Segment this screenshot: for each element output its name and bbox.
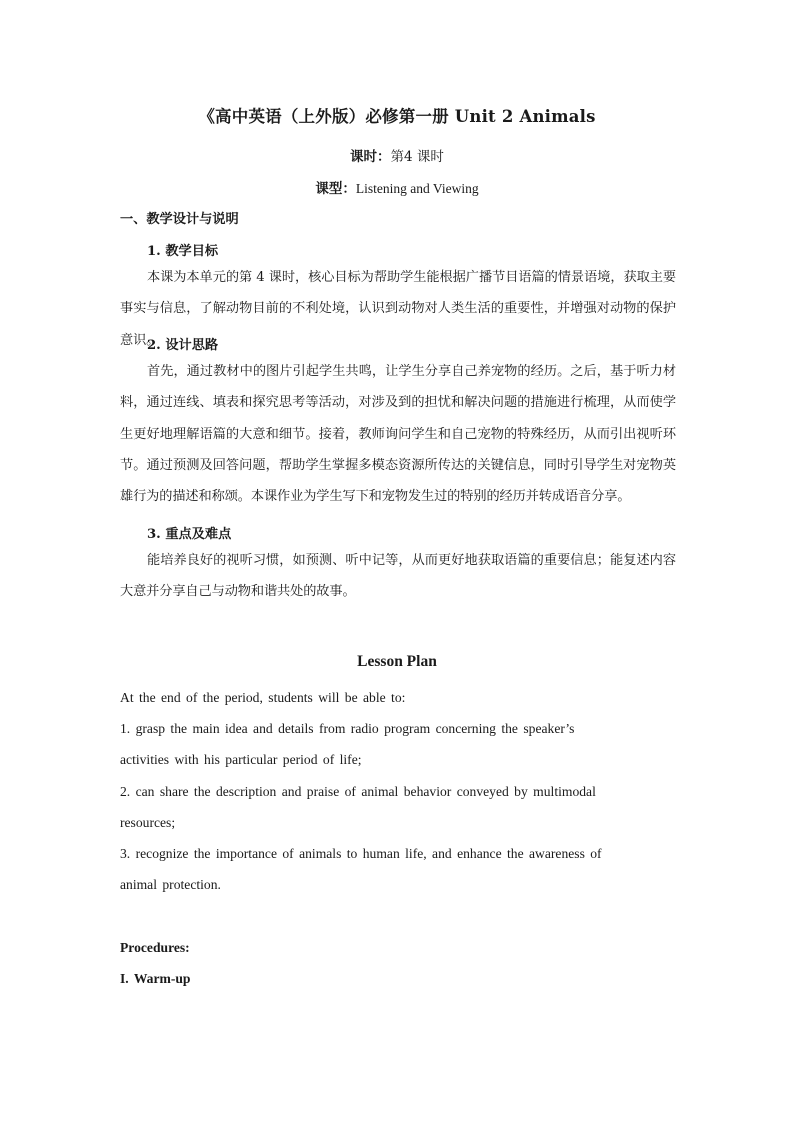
objective-2-line-2: resources; bbox=[120, 815, 176, 830]
objective-1-line-2: activities with his particular period of life; bbox=[120, 752, 362, 767]
design-idea-heading: 2. 设计思路 bbox=[147, 338, 219, 353]
section-heading-design: 一、教学设计与说明 bbox=[120, 212, 239, 227]
teaching-goals-text: 本课为本单元的第 4 课时，核心目标为帮助学生能根据广播节目语篇的情景语境，获取主要事实与信息，了解动物目前的不利处境，认识到动物对人类生活的重要性，并增强对动物的保护意识。 bbox=[120, 270, 676, 348]
period-label: 课时： bbox=[350, 149, 391, 165]
objectives-intro: At the end of the period, students will be able to: bbox=[120, 690, 406, 705]
lesson-type-label: 课型： bbox=[315, 181, 356, 197]
lesson-plan-heading: Lesson Plan bbox=[357, 653, 437, 670]
period-line bbox=[0, 145, 794, 165]
lesson-type-line bbox=[0, 177, 794, 197]
key-points-heading: 3. 重点及难点 bbox=[147, 527, 232, 542]
objective-3-line-2: animal protection. bbox=[120, 877, 221, 892]
objective-1-line-1: 1. grasp the main idea and details from radio program concerning the speaker’s bbox=[120, 721, 575, 736]
objective-3-line-1: 3. recognize the importance of animals to human life, and enhance the awareness of bbox=[120, 846, 602, 861]
procedures-heading: Procedures: bbox=[120, 940, 190, 955]
document-title: 《高中英语（上外版）必修第一册 Unit 2 Animals bbox=[198, 107, 596, 126]
lesson-type-value: Listening and Viewing bbox=[355, 181, 479, 196]
objective-2-line-1: 2. can share the description and praise of animal behavior conveyed by multimodal bbox=[120, 784, 596, 799]
period-value: 第4 课时 bbox=[390, 149, 444, 165]
design-idea-text: 首先，通过教材中的图片引起学生共鸣，让学生分享自己养宠物的经历。之后，基于听力材料，通过连线、填表和探究思考等活动，对涉及到的担忧和解决问题的措施进行梳理，从而使学生更好地理解语篇的大意和细节。接着，教师询问学生和自己宠物的特殊经历，从而引出视听环节。通过预测及回答问题，帮助学生掌握多模态资源所传达的关键信息，同时引导学生对宠物英雄行为的描述和称颂。本课作业为学生写下和宠物发生过的特别的经历并转成语音分享。 bbox=[120, 364, 676, 505]
teaching-goals-heading: 1. 教学目标 bbox=[147, 244, 219, 259]
key-points-text: 能培养良好的视听习惯，如预测、听中记等，从而更好地获取语篇的重要信息；能复述内容大意并分享自己与动物和谐共处的故事。 bbox=[120, 553, 676, 600]
warm-up-heading: I. Warm-up bbox=[120, 971, 191, 986]
